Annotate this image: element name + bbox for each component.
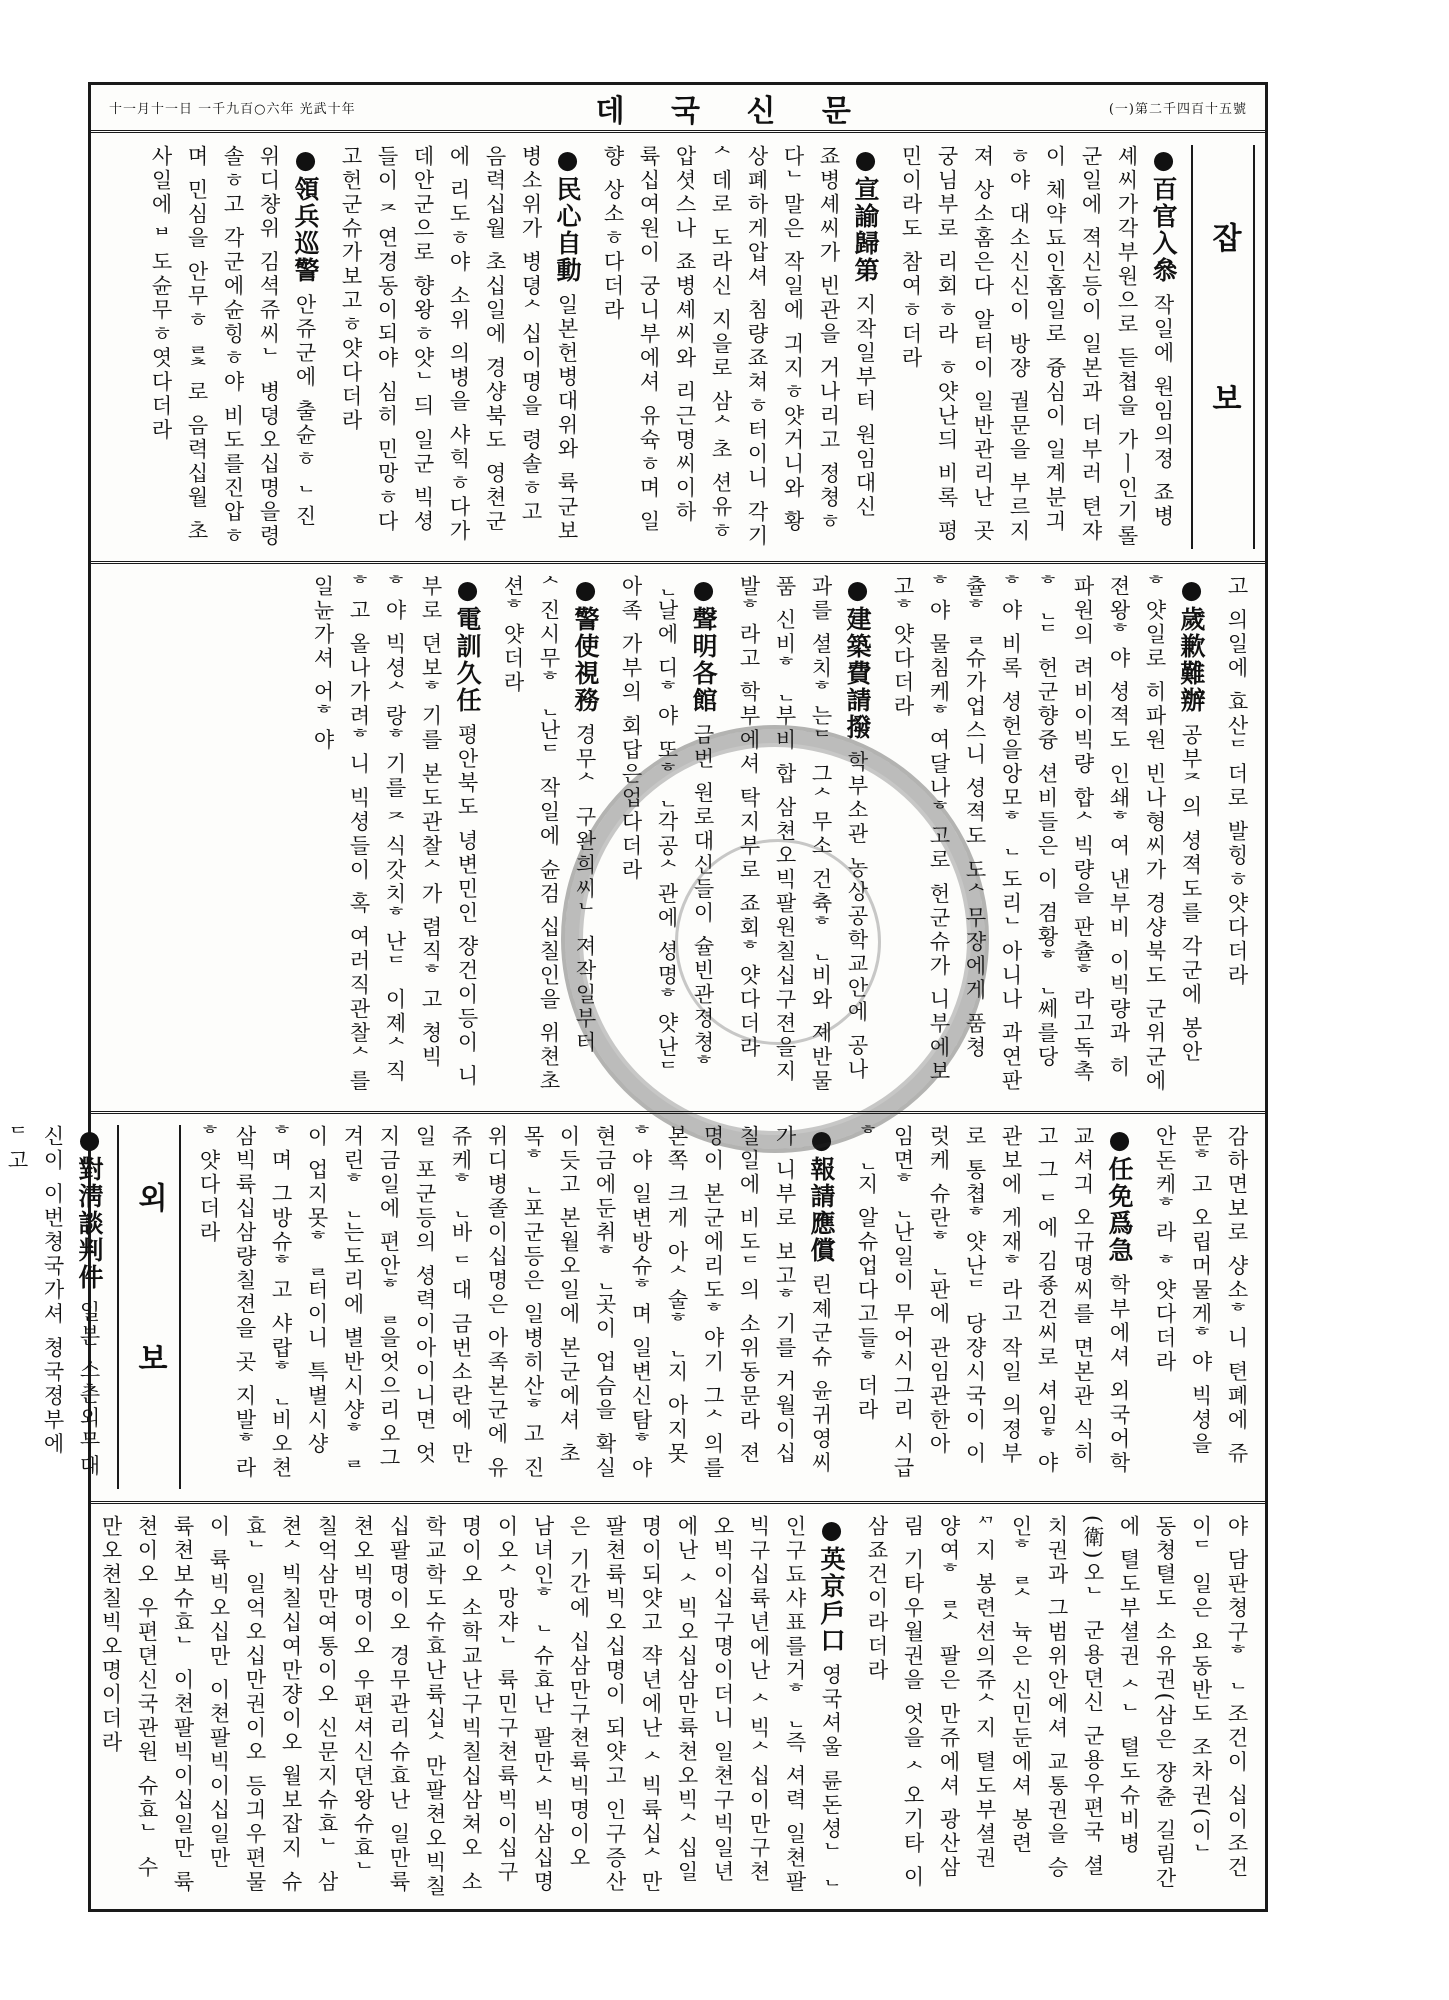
tier-2 [91, 567, 1265, 1107]
article-body: 공부ᄌ의 셩젹도를 각군에 봉안ᄒ얏일로 히파원 빈나형씨가 경샹북도 군위군에 젼왕ᄒ야 셩젹도 인쇄ᄒ여 낸부비 이빅량과 히파원의 려비이빅량 합ᄉ빅량을 판츌ᄒ라고독촉ᄒᆫᄃ 헌군향즁 션비들은 이 겸황ᄒᆫ쎄를당ᄒ야 비록 셩헌을앙모ᄒᆫ 도리ᄂ아니나 과연판츌ᄒᆯ슈가업스니 셩젹도 도ᄉ무쟝에게 품쳥ᄒ야 물침케ᄒ여달나ᄒ고로 헌군슈가 니부에보고ᄒ얏다더라 [891, 575, 1203, 1094]
article-headline: ●報請應償 [807, 1125, 836, 1264]
article-headline: ●聲明各館 [689, 575, 718, 714]
article-continued [1219, 575, 1255, 1099]
article-yeonggyeong [93, 1515, 849, 1899]
article-headline: ●宣諭歸第 [851, 145, 880, 284]
article-body: 감하면보로 샹소ᄒ니 텬폐에 쥬문ᄒ고 오립머물게ᄒ야 빅셩을 안돈케ᄒ라 ᄒ얏다더라 [1153, 1125, 1249, 1467]
article-geonchuk [731, 575, 875, 1099]
tier-divider [91, 1501, 1265, 1504]
section-label-oebo: 외 보 [117, 1125, 181, 1489]
article-seonyu [595, 145, 883, 549]
article-seongmyeong [613, 575, 721, 1099]
article-gyeongsa [495, 575, 603, 1099]
article-bocheong [191, 1125, 839, 1489]
article-headline: ●領兵巡警 [291, 145, 320, 284]
article-yeongbyeong [143, 145, 323, 549]
article-body: 평안북도 녕변민인 쟝건이등이 니부로 뎐보ᄒ기를 본도관찰ᄉ가 렴직ᄒ고 쳥빅ᄒ야 빅셩ᄉ랑ᄒ기를 ᄌ식갓치ᄒ난ᄃ 이졔ᄉ직ᄒ고 올나가려ᄒ니 빅셩들이 혹 여러직관찰ᄉ를 일뉸가셔 어ᄒ야 [311, 575, 479, 1094]
section-label-japbo: 잡 보 [1191, 145, 1255, 549]
newspaper-page [5, 82, 1268, 1912]
article-baekgwan [893, 145, 1181, 549]
article-headline: ●建築費請撥 [843, 575, 872, 741]
article-body: 금번 원로대신들이 슐빈관졍쳥ᄒᆫ날에 디ᄒ야 또ᄒᆫ각공ᄉ관에 셩명ᄒ얏난ᄃ 아족 가부의 회답은업다더라 [619, 575, 715, 1085]
article-minsim [333, 145, 585, 549]
article-body: 안쥬군에 출슌ㅎᆫ 진위디챵위 김셕쥬씨ᄂ 병뎡오십명을령솔ㅎ고 각군에슌힝ㅎ야 비도를진압ㅎ며 민심을 안무ㅎᆯᄎ로 음력십월 초사일에 ᄇ도슌무ㅎ엿다더라 [149, 145, 317, 549]
masthead-right-meta: 十一月十一日 一千九百○六年 光武十年 [109, 102, 356, 117]
article-body: 학부에셔 외국어학교셔긔 오규명씨를 면본관 식히고 그 ᄃ에 김죵건씨로 셔임ᄒ야 관보에 게재ᄒ라고 작일 의졍부로 통쳡ᄒ얏난ᄃ 당쟝시국이 이럿케 슈란ᄒᆫ판에 관임관한아 임면ᄒᆫ난일이 무어시그리 시급ᄒᆫ지 알슈업다고들ᄒ더라 [855, 1125, 1131, 1481]
article-jeonhun [305, 575, 485, 1099]
tier-3 [5, 1117, 1265, 1497]
tier-divider [91, 561, 1265, 564]
masthead [91, 85, 1265, 133]
article-continued [859, 1515, 1255, 1899]
article-headline: ●民心自動 [553, 145, 582, 284]
article-body: 경무ᄉ 구완희씨ᄂ 져작일부터 ᄉ진시무ᄒᆫ난ᄃ 작일에 슌검 십칠인을 위쳔초션ᄒ얏더라 [501, 575, 597, 1094]
article-body: 린졔군슈 윤귀영씨가 니부로 보고ᄒ기를 거월이십칠일에 비도ᄃ의 소위동문라 젼명이 본군에리도ᄒ야기 그ᄉ의를본쪽 크게 아ᄉ술ᄒᆫ지 아지못ᄒ야 일변방슈ᄒ며 일변신탐ᄒ야 현금에둔취ᄒᆫ곳이 업슴을 확실이듯고 본월오일에 본군에셔 초목ᄒᆫ포군등은 일병히산ᄒ고 진위디병졸이십명은 아족본군에 유쥬케ᄒᆫ바 ᄃ대 금번소란에 만일 포군등의 셩력이아이니면 엇지금일에 편안ᄒᆯ을엇으리오그겨린ᄒᆫ는도리에 별반시샹ᄒᆯ이 업지못ᄒᆯ터이니 특별시샹ᄒ며 그방슈ᄒ고 샤랍ᄒᆫ비오쳔삼빅륙십삼량칠젼을 곳 지발ᄒ라ᄒ얏다더라 [197, 1125, 833, 1481]
tier-divider [91, 1111, 1265, 1114]
article-headline: ●任免爲急 [1105, 1125, 1134, 1264]
article-body: 일본 소촌외무대신이 이번쳥국가셔 쳥국졍부에 ᄃ고 [5, 1125, 101, 1479]
article-segeom [885, 575, 1209, 1099]
article-headline: ●歲歉難辦 [1177, 575, 1206, 714]
article-body: 고 의일에 효산ᄃ더로 발힝ㅎ얏다더라 [1225, 575, 1249, 989]
article-body: 일본헌병대위와 륙군보병소위가 병뎡ᄉ십이명을 령솔ㅎ고 음력십월 초십일에 경샹북도 영쳔군에 리도ㅎ야 소위 의병을 샤힉ㅎ다가 데안군으로 향왕ㅎ얏ᄂ듸 일군 빅셩들이 ᄌ연경동이되야 심히 민망ㅎ다고헌군슈가보고ㅎ얏다더라 [339, 145, 579, 544]
article-headline: ●英京戶口 [817, 1515, 846, 1654]
masthead-left-meta: (一)第二千四百十五號 [1108, 102, 1247, 117]
newspaper-title: 데 국 신 문 [595, 93, 869, 129]
article-body: 야 담판쳥구ᄒᆫ 조건이 십이조건이ᄃ 일은 요동반도 조차권(이ᄂ 동쳥텰도 소유권(삼은 쟝츈 길림간에 텰도부셜권 ᄉᄂ 텰도슈비병(衛)오ᄂ 군용뎐신 군용우편국 셜치권과 그범위안에셔 교통권을 승인ᄒᆯᄉ 뉵은 신민둔에셔 봉련ᄭ지 봉련션의쥬ᄉ지 텰도부셜권 양여ᄒᆯᄉ 팔은 만쥬에셔 광산삼림 기타우월권을 엇을 ᄉ오기타 이삼죠건이라더라 [865, 1515, 1249, 1892]
tier-4 [91, 1507, 1265, 1907]
article-headline: ●電訓久任 [453, 575, 482, 714]
article-headline: ●對淸談判件 [75, 1125, 104, 1291]
article-continued [1147, 1125, 1255, 1489]
article-headline: ●百官入叅 [1149, 145, 1178, 284]
article-immyeon [849, 1125, 1137, 1489]
tier-1 [91, 137, 1265, 557]
article-damphan [0, 1125, 107, 1489]
article-body: 작일에 원임의졍 죠병셰씨가각부원으로 듣쳡을 가ㅣ인기롤 군일에 젹신등이 일본과 더부러 텬쟈이 체약됴인홈일로 즁심이 일계분긔ㅎ야 대소신신이 방쟝 궐문을 부르지져 상소홈은다 알터이 일반관리난 곳 궁님부로 리회ㅎ라 ㅎ얏난듸 비록 평민이라도 참여ㅎ더라 [899, 145, 1175, 549]
article-body: 영국셔울 륜돈셩ᄂᆫ 인구됴샤표를거ᄒᆫ즉 셔력 일쳔팔빅구십륙년에난 ᄉ빅ᄉ십이만구쳔오빅이십구명이더니 일쳔구빅일년에난 ᄉ빅오십삼만륙쳔오빅ᄉ십일명이되얏고 쟉년에난 ᄉ빅륙십ᄉ만팔쳔륙빅오십명이 되얏고 인구증산은 기간에 십삼만구쳔륙빅명이오 남녀인ᄒᆫ 슈효난 팔만ᄉ빅삼십명이오ᄉ망쟈ᄂ 륙민구쳔륙빅이십구명이오 소학교난구빅칠십삼쳐오 소학교학도슈효난륙십ᄉ만팔쳔오빅칠십팔명이오 경무관리슈효난 일만륙쳔오빅명이오 우편셔신뎐왕슈효ᄂ 칠억삼만여통이오 신문지슈효ᄂ 삼쳔ᄉ빅칠십여만쟝이오 월보잡지 슈효ᄂ 일억오십만권이오 등긔우편물이 륙빅오십만 이쳔팔빅이십일만 륙쳔보슈효ᄂ 이쳔팔빅이십일만 륙쳔이오 우편뎐신국관원 슈효ᄂ 수만오쳔칠빅오명이더라 [99, 1515, 843, 1899]
article-body: 학부소관 농상공학교안에 공나과를 셜치ᄒ는ᄃ 그ᄉ무소 건츅ᄒᆫ비와 졔반물품 신비ᄒᆫ부비 합 삼쳔오빅팔원칠십구젼을지발ᄒ라고 학부에셔 탁지부로 죠회ᄒ얏다더라 [737, 575, 869, 1094]
article-body: 지작일부터 원임대신 죠병셰씨가 빈관을 거나리고 졍쳥ㅎ다ᄂ말은 작일에 긔지ㅎ얏거니와 황상폐하게압셔 침량죠쳐ㅎ터이니 각기ᄉ데로 도라신 지을로 삼ᄉ초 션유ㅎ압셧스나 죠병셰씨와 리근명씨이하 륙십여원이 궁니부에셔 유슉ㅎ며 일향 상소ㅎ다더라 [601, 145, 877, 549]
article-headline: ●警使視務 [571, 575, 600, 714]
